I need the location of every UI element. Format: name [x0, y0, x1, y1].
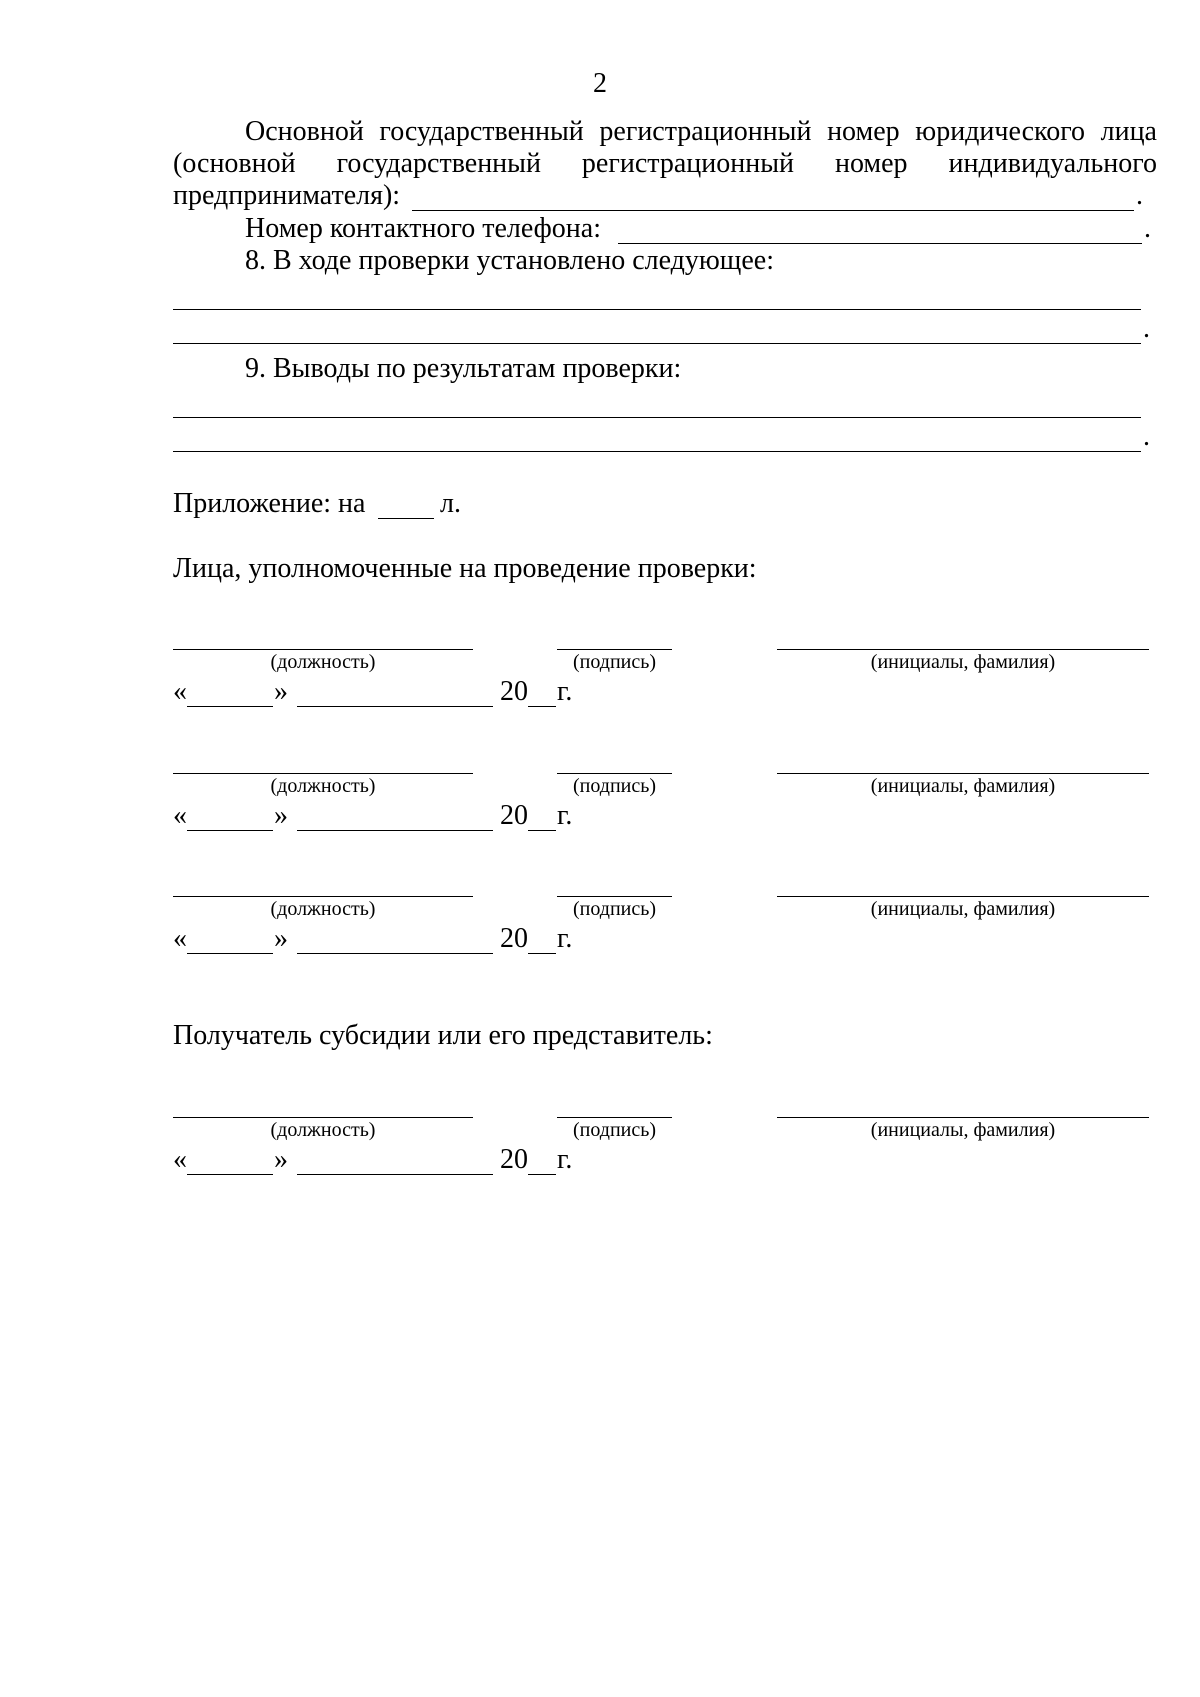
section-9-field-line-1[interactable] [173, 417, 1141, 418]
date-century: 20 [500, 1144, 528, 1175]
ogrn-label-line3: предпринимателя): [173, 180, 401, 211]
date-month-field-line[interactable] [297, 706, 493, 707]
section-9-field-line-2[interactable] [173, 451, 1141, 452]
section-8-field-line-2[interactable] [173, 343, 1141, 344]
date-month-field-line[interactable] [297, 953, 493, 954]
date-month-field-line[interactable] [297, 1174, 493, 1175]
section-9-heading: 9. Выводы по результатам проверки: [245, 353, 682, 384]
position-caption: (должность) [270, 1119, 376, 1141]
name-caption: (инициалы, фамилия) [870, 898, 1056, 920]
position-caption: (должность) [270, 898, 376, 920]
position-caption: (должность) [270, 651, 376, 673]
signature-caption: (подпись) [572, 898, 657, 920]
section-8-period: . [1143, 313, 1150, 344]
ogrn-field-line[interactable] [412, 210, 1134, 211]
date-open-quote: « [173, 676, 187, 707]
date-year-field-line[interactable] [528, 706, 556, 707]
date-year-field-line[interactable] [528, 1174, 556, 1175]
signature-caption: (подпись) [572, 1119, 657, 1141]
date-close-quote: » [274, 923, 288, 954]
recipient-heading: Получатель субсидии или его представитель: [173, 1020, 713, 1051]
date-year-suffix: г. [557, 800, 573, 831]
date-day-field-line[interactable] [187, 706, 273, 707]
date-day-field-line[interactable] [187, 830, 273, 831]
attachment-prefix: Приложение: на [173, 488, 366, 519]
date-year-suffix: г. [557, 676, 573, 707]
date-close-quote: » [274, 1144, 288, 1175]
date-day-field-line[interactable] [187, 953, 273, 954]
date-month-field-line[interactable] [297, 830, 493, 831]
phone-period: . [1144, 213, 1151, 244]
section-8-heading: 8. В ходе проверки установлено следующее: [245, 245, 775, 276]
ogrn-label-line1: Основной государственный регистрационный номер юридического лица [245, 116, 1157, 147]
date-century: 20 [500, 800, 528, 831]
section-9-period: . [1143, 421, 1150, 452]
date-close-quote: » [274, 800, 288, 831]
date-year-field-line[interactable] [528, 953, 556, 954]
ogrn-period: . [1136, 180, 1143, 211]
date-open-quote: « [173, 923, 187, 954]
date-year-suffix: г. [557, 923, 573, 954]
page-number: 2 [593, 68, 607, 99]
position-caption: (должность) [270, 775, 376, 797]
date-year-field-line[interactable] [528, 830, 556, 831]
name-caption: (инициалы, фамилия) [870, 775, 1056, 797]
inspectors-heading: Лица, уполномоченные на проведение проверки: [173, 553, 757, 584]
attachment-sheets-field-line[interactable] [378, 518, 434, 519]
date-open-quote: « [173, 1144, 187, 1175]
signature-caption: (подпись) [572, 651, 657, 673]
phone-field-line[interactable] [618, 243, 1142, 244]
attachment-suffix: л. [440, 488, 461, 519]
name-caption: (инициалы, фамилия) [870, 1119, 1056, 1141]
signature-caption: (подпись) [572, 775, 657, 797]
date-day-field-line[interactable] [187, 1174, 273, 1175]
date-century: 20 [500, 923, 528, 954]
date-close-quote: » [274, 676, 288, 707]
name-caption: (инициалы, фамилия) [870, 651, 1056, 673]
phone-label: Номер контактного телефона: [245, 213, 601, 244]
ogrn-label-line2: (основной государственный регистрационный номер индивидуального [173, 148, 1157, 179]
date-century: 20 [500, 676, 528, 707]
date-year-suffix: г. [557, 1144, 573, 1175]
date-open-quote: « [173, 800, 187, 831]
section-8-field-line-1[interactable] [173, 309, 1141, 310]
